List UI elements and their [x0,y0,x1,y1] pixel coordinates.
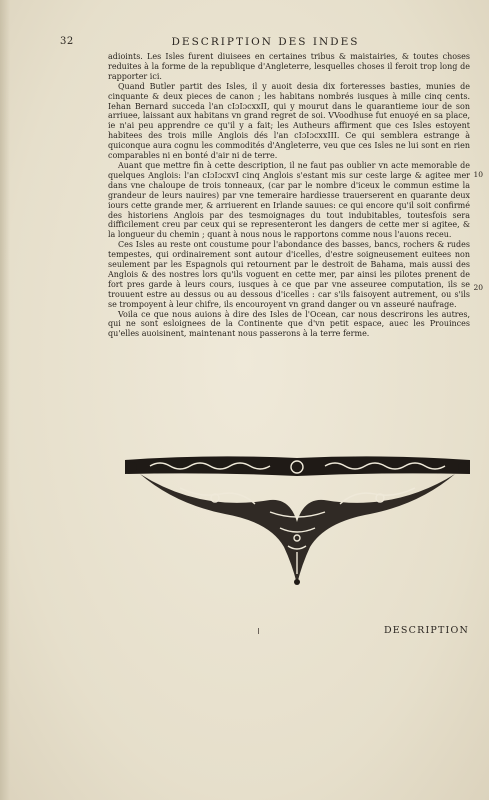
main-text [108,52,470,339]
paragraph: adioints. Les Isles furent diuisees en certaines tribus & maistairies, & toutes choses reduites à la forme de la republique d'Angleterre, lesquelles choses il feroit trop long de rapporter ici. [108,52,470,81]
paragraph: Ces Isles au reste ont coustume pour l'abondance des basses, bancs, rochers & rudes tempestes, qui ordinairement sont autour d'icelles, d'estre soigneusement euitees non seulement par les Espagnols qui retournent par le destroit de Bahama, mais aussi des Anglois & des nostres lors qu'ils voguent en cette mer, par ainsi les pilotes prenent de fort pres garde à leurs cours, iusques à ce que par vne asseuree computation, ils se trouuent estre au dessus ou au dessous d'icelles : car s'ils faisoyent autrement, ou s'ils se trompoyent à leur chifre, ils encouroyent vn grand danger ou vn asseuré naufrage. [108,240,470,309]
page-header [60,36,471,50]
paragraph: Auant que mettre fin à cette description, il ne faut pas oublier vn acte memorable de quelques Anglois: l'an cIɔIɔcxvI cinq Anglois s'estant mis sur ceste large & agitee mer dans vne chaloupe de trois tonneaux, (car par le nombre d'iceux le commun estime la grandeur de leurs nauires) par vne temeraire hardiesse trauerserent en quarante deux iours cette grande mer, & arriuerent en Irlande sauues: ce qui encore qu'il soit confirmé des historiens Anglois par des tesmoignages du tout indubitables, toutesfois sera difficilement creu par ceux qui se representeront les dangers de cette mer si agitee, & la longueur du chemin ; quant à nous nous le rapportons comme nous l'auons receu. [108,160,470,240]
margin-line-number: 10 [473,170,483,179]
binding-gutter [0,0,10,800]
woodcut-ornament-icon [120,452,475,587]
stray-ink-mark [258,628,259,634]
margin-line-number: 20 [473,283,483,292]
running-title: DESCRIPTION DES INDES [171,36,360,48]
catchword: DESCRIPTION [383,625,469,636]
paragraph: Quand Butler partit des Isles, il y auoit desia dix forteresses basties, munies de cinquante & deux pieces de canon ; les habitans nombrés iusques à mille cinq cents. Iehan Bernard succeda l'an cIɔIɔcxxII, qui y mourut dans le quarantieme iour de son arriuee, laissant aux habitans vn grand regret de soi. VVoodhuse fut enuoyé en sa place, ie n'ai peu apprendre ce qu'il y a fait; les Autheurs affirment que ces Isles estoyent habitees des trois mille Anglois dés l'an cIɔIɔcxxIII. Ce qui semblera estrange à quiconque aura cognu les commodités d'Angleterre, veu que ces Isles ne lui sont en rien comparables ni en bonté d'air ni de terre. [108,81,470,161]
paragraph: Voila ce que nous auions à dire des Isles de l'Ocean, car nous descrirons les autres, qui ne sont esloignees de la Continente que d'vn petit espace, auec les Prouinces qu'elles auoisinent, maintenant nous passerons à la terre ferme. [108,309,470,339]
page-number: 32 [60,36,74,47]
